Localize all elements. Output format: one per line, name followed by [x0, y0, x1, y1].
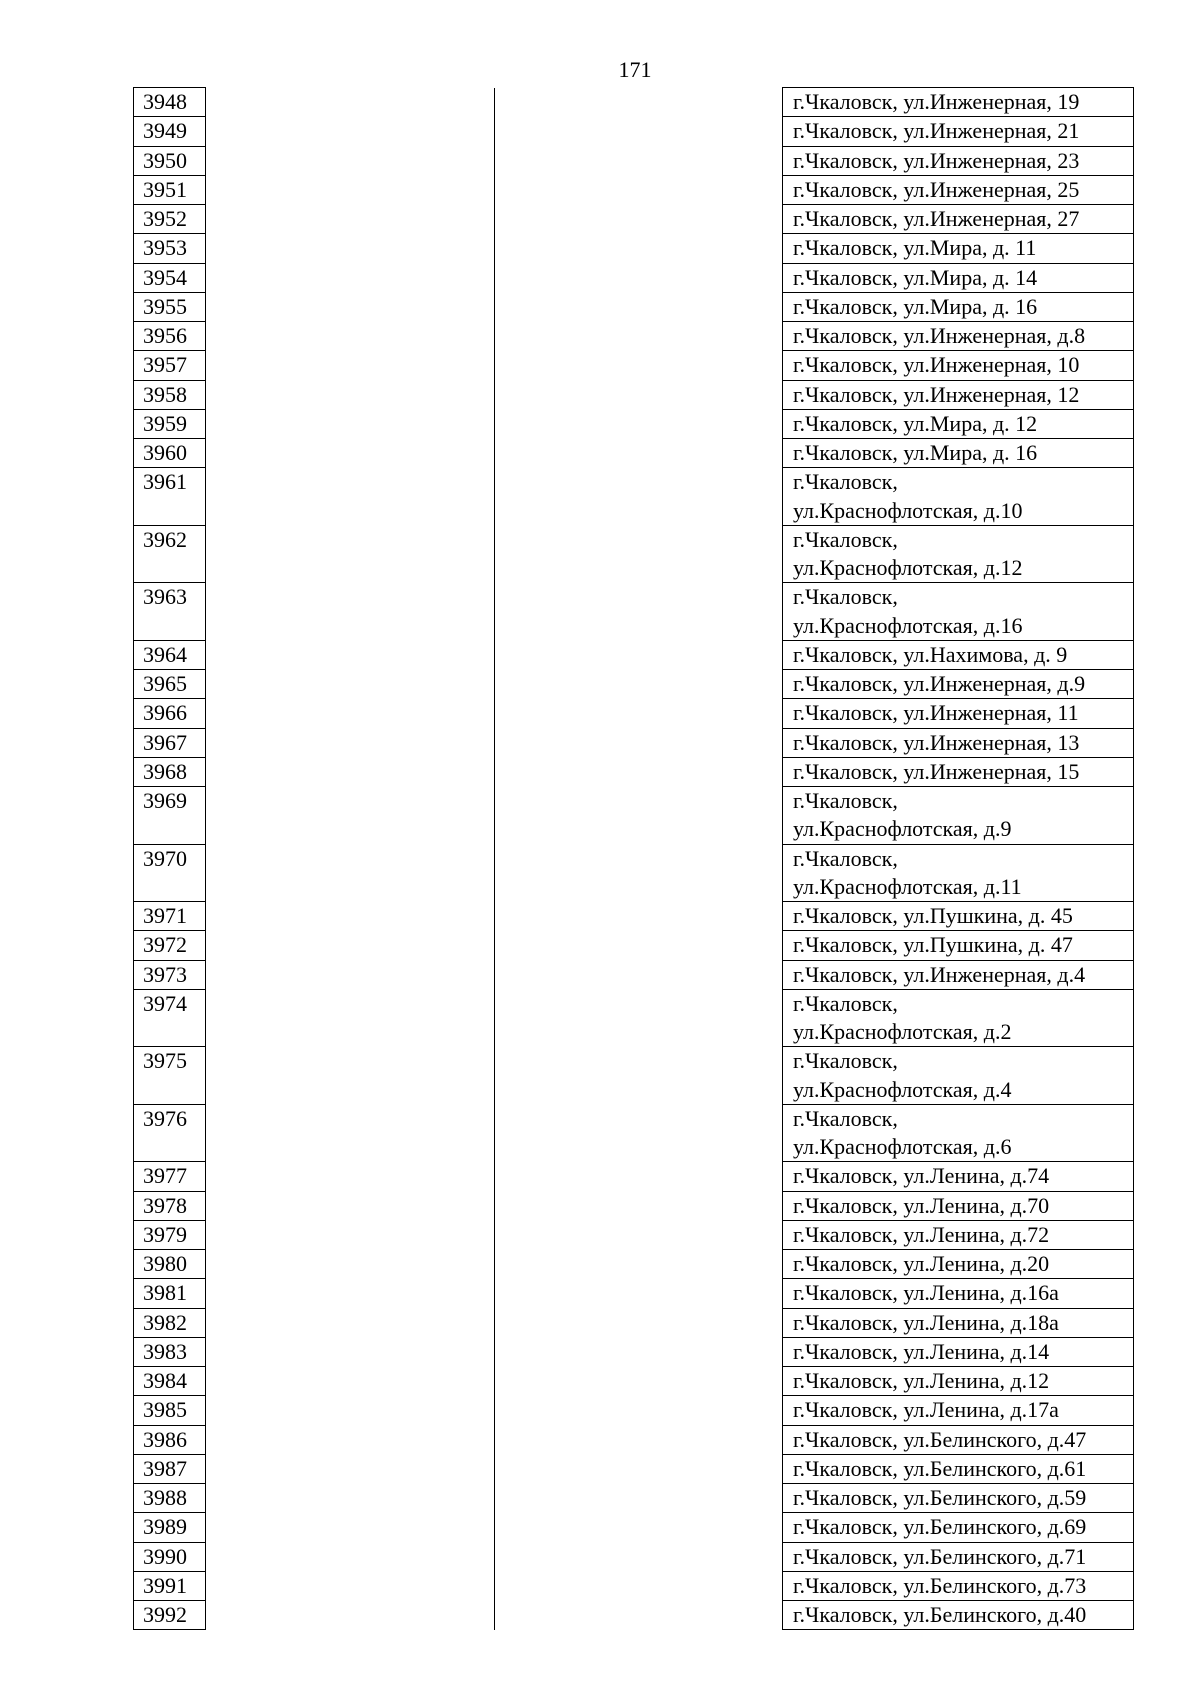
table-row: [134, 1220, 1134, 1249]
table-row: [134, 117, 1134, 146]
empty-cell: [495, 699, 783, 728]
table-row: [134, 1047, 1134, 1105]
empty-cell: [206, 728, 495, 757]
empty-cell: [206, 583, 495, 641]
empty-cell: [495, 1601, 783, 1630]
address-text: г.Чкаловск, ул.Нахимова, д. 9: [793, 641, 1068, 667]
empty-cell: [495, 1513, 783, 1542]
empty-cell: [495, 757, 783, 786]
row-number: 3983: [134, 1337, 206, 1366]
address-text: г.Чкаловск, ул.Инженерная, 27: [793, 206, 1080, 231]
empty-cell: [206, 1367, 495, 1396]
row-number: 3951: [134, 175, 206, 204]
empty-cell: [495, 1396, 783, 1425]
empty-cell: [206, 1601, 495, 1630]
empty-cell: [495, 902, 783, 931]
row-number: 3981: [134, 1279, 206, 1308]
address-text: г.Чкаловск, ул.Ленина, д.70: [793, 1192, 1050, 1218]
address-text: г.Чкаловск, ул.Краснофлотская, д.11: [793, 845, 1022, 899]
address-text: г.Чкаловск, ул.Ленина, д.20: [793, 1251, 1050, 1276]
address-cell: [783, 322, 1134, 351]
address-text: г.Чкаловск, ул.Краснофлотская, д.4: [793, 1048, 1012, 1102]
table-row: [134, 322, 1134, 351]
table-row: [134, 1367, 1134, 1396]
empty-cell: [206, 1542, 495, 1571]
empty-cell: [495, 989, 783, 1047]
row-number: 3976: [134, 1104, 206, 1162]
row-number: 3980: [134, 1250, 206, 1279]
empty-cell: [206, 1220, 495, 1249]
address-text: г.Чкаловск, ул.Пушкина, д. 47: [793, 932, 1073, 958]
row-number: 3953: [134, 234, 206, 263]
empty-cell: [495, 234, 783, 263]
table-row: [134, 351, 1134, 380]
row-number: 3970: [134, 844, 206, 902]
table-row: [134, 234, 1134, 263]
table-row: [134, 1162, 1134, 1191]
address-cell: [783, 146, 1134, 175]
address-cell: [783, 931, 1134, 960]
row-number: 3978: [134, 1191, 206, 1220]
empty-cell: [206, 1279, 495, 1308]
row-number: 3965: [134, 670, 206, 699]
table-row: [134, 1571, 1134, 1600]
address-text: г.Чкаловск, ул.Ленина, д.12: [793, 1368, 1050, 1393]
address-cell: [783, 525, 1134, 583]
table-body: [134, 88, 1134, 1630]
empty-cell: [495, 1162, 783, 1191]
row-number: 3954: [134, 263, 206, 292]
table-row: [134, 757, 1134, 786]
table-row: [134, 728, 1134, 757]
address-cell: [783, 1337, 1134, 1366]
table-row: [134, 439, 1134, 468]
empty-cell: [495, 1454, 783, 1483]
row-number: 3960: [134, 439, 206, 468]
page-number: 171: [618, 57, 652, 82]
empty-cell: [495, 1367, 783, 1396]
empty-cell: [206, 787, 495, 845]
row-number: 3952: [134, 205, 206, 234]
address-text: г.Чкаловск, ул.Мира, д. 16: [793, 293, 1038, 319]
row-number: 3987: [134, 1454, 206, 1483]
table-row: [134, 380, 1134, 409]
address-text: г.Чкаловск, ул.Инженерная, 25: [793, 176, 1080, 202]
address-text: г.Чкаловск, ул.Ленина, д.18а: [793, 1309, 1059, 1335]
empty-cell: [206, 844, 495, 902]
address-cell: [783, 88, 1134, 117]
row-number: 3991: [134, 1571, 206, 1600]
empty-cell: [206, 757, 495, 786]
empty-cell: [495, 117, 783, 146]
address-cell: [783, 1162, 1134, 1191]
table-row: [134, 1191, 1134, 1220]
address-cell: [783, 175, 1134, 204]
address-cell: [783, 1367, 1134, 1396]
table-row: [134, 1454, 1134, 1483]
empty-cell: [495, 1571, 783, 1600]
row-number: 3992: [134, 1601, 206, 1630]
address-cell: [783, 117, 1134, 146]
table-row: [134, 205, 1134, 234]
table-row: [134, 1337, 1134, 1366]
row-number: 3967: [134, 728, 206, 757]
empty-cell: [495, 844, 783, 902]
address-text: г.Чкаловск, ул.Инженерная, 21: [793, 118, 1080, 144]
address-cell: [783, 844, 1134, 902]
address-text: г.Чкаловск, ул.Мира, д. 14: [793, 264, 1038, 290]
empty-cell: [206, 234, 495, 263]
empty-cell: [206, 409, 495, 438]
address-text: г.Чкаловск, ул.Белинского, д.40: [793, 1602, 1087, 1627]
table-row: [134, 146, 1134, 175]
table-row: [134, 175, 1134, 204]
row-number: 3982: [134, 1308, 206, 1337]
empty-cell: [495, 146, 783, 175]
empty-cell: [206, 292, 495, 321]
empty-cell: [206, 931, 495, 960]
address-text: г.Чкаловск, ул.Белинского, д.71: [793, 1543, 1087, 1569]
address-text: г.Чкаловск, ул.Краснофлотская, д.6: [793, 1105, 1012, 1159]
table-row: [134, 699, 1134, 728]
empty-cell: [495, 960, 783, 989]
address-cell: [783, 728, 1134, 757]
row-number: 3972: [134, 931, 206, 960]
empty-cell: [495, 205, 783, 234]
address-text: г.Чкаловск, ул.Краснофлотская, д.2: [793, 990, 1012, 1044]
empty-cell: [495, 1104, 783, 1162]
address-text: г.Чкаловск, ул.Инженерная, д.4: [793, 961, 1086, 987]
table-row: [134, 263, 1134, 292]
row-number: 3984: [134, 1367, 206, 1396]
empty-cell: [495, 351, 783, 380]
address-text: г.Чкаловск, ул.Краснофлотская, д.16: [793, 584, 1023, 638]
empty-cell: [206, 1571, 495, 1600]
address-cell: [783, 1104, 1134, 1162]
table-row: [134, 670, 1134, 699]
empty-cell: [206, 1104, 495, 1162]
empty-cell: [206, 468, 495, 526]
row-number: 3956: [134, 322, 206, 351]
empty-cell: [206, 640, 495, 669]
address-cell: [783, 292, 1134, 321]
address-text: г.Чкаловск, ул.Белинского, д.59: [793, 1485, 1087, 1510]
address-cell: [783, 902, 1134, 931]
row-number: 3988: [134, 1484, 206, 1513]
empty-cell: [206, 322, 495, 351]
table-row: [134, 960, 1134, 989]
table-row: [134, 1250, 1134, 1279]
empty-cell: [206, 989, 495, 1047]
row-number: 3969: [134, 787, 206, 845]
empty-cell: [495, 380, 783, 409]
address-text: г.Чкаловск, ул.Инженерная, 13: [793, 729, 1080, 755]
empty-cell: [495, 1337, 783, 1366]
row-number: 3964: [134, 640, 206, 669]
row-number: 3958: [134, 380, 206, 409]
row-number: 3971: [134, 902, 206, 931]
address-cell: [783, 1513, 1134, 1542]
address-text: г.Чкаловск, ул.Инженерная, 19: [793, 89, 1080, 114]
address-text: г.Чкаловск, ул.Мира, д. 11: [793, 235, 1037, 261]
address-cell: [783, 234, 1134, 263]
empty-cell: [495, 1308, 783, 1337]
empty-cell: [495, 292, 783, 321]
address-cell: [783, 1484, 1134, 1513]
address-text: г.Чкаловск, ул.Краснофлотская, д.12: [793, 526, 1023, 580]
table-row: [134, 1513, 1134, 1542]
address-text: г.Чкаловск, ул.Белинского, д.61: [793, 1455, 1087, 1481]
empty-cell: [495, 728, 783, 757]
table-row: [134, 1542, 1134, 1571]
table-row: [134, 1308, 1134, 1337]
table-row: [134, 989, 1134, 1047]
address-cell: [783, 583, 1134, 641]
address-text: г.Чкаловск, ул.Ленина, д.72: [793, 1221, 1050, 1247]
address-text: г.Чкаловск, ул.Краснофлотская, д.9: [793, 788, 1012, 842]
table-row: [134, 1601, 1134, 1630]
empty-cell: [495, 640, 783, 669]
table-row: [134, 902, 1134, 931]
address-cell: [783, 960, 1134, 989]
empty-cell: [206, 699, 495, 728]
empty-cell: [206, 146, 495, 175]
address-cell: [783, 1454, 1134, 1483]
table-row: [134, 468, 1134, 526]
row-number: 3966: [134, 699, 206, 728]
address-cell: [783, 1542, 1134, 1571]
address-text: г.Чкаловск, ул.Белинского, д.69: [793, 1514, 1087, 1540]
empty-cell: [206, 380, 495, 409]
empty-cell: [495, 1191, 783, 1220]
empty-cell: [206, 1308, 495, 1337]
empty-cell: [495, 409, 783, 438]
address-text: г.Чкаловск, ул.Инженерная, 11: [793, 700, 1079, 726]
address-text: г.Чкаловск, ул.Ленина, д.17а: [793, 1397, 1059, 1423]
table-row: [134, 931, 1134, 960]
address-cell: [783, 1571, 1134, 1600]
table-row: [134, 409, 1134, 438]
empty-cell: [206, 1047, 495, 1105]
address-text: г.Чкаловск, ул.Инженерная, 12: [793, 381, 1080, 407]
row-number: 3974: [134, 989, 206, 1047]
table-row: [134, 292, 1134, 321]
empty-cell: [495, 322, 783, 351]
empty-cell: [206, 960, 495, 989]
row-number: 3989: [134, 1513, 206, 1542]
row-number: 3948: [134, 88, 206, 117]
address-cell: [783, 1396, 1134, 1425]
empty-cell: [495, 525, 783, 583]
address-cell: [783, 989, 1134, 1047]
address-cell: [783, 380, 1134, 409]
table-row: [134, 88, 1134, 117]
row-number: 3957: [134, 351, 206, 380]
address-cell: [783, 468, 1134, 526]
empty-cell: [495, 583, 783, 641]
row-number: 3961: [134, 468, 206, 526]
address-cell: [783, 351, 1134, 380]
empty-cell: [206, 439, 495, 468]
row-number: 3979: [134, 1220, 206, 1249]
empty-cell: [495, 175, 783, 204]
empty-cell: [206, 88, 495, 117]
empty-cell: [495, 1279, 783, 1308]
address-cell: [783, 1220, 1134, 1249]
address-text: г.Чкаловск, ул.Инженерная, д.9: [793, 671, 1086, 696]
table-row: [134, 1396, 1134, 1425]
address-cell: [783, 670, 1134, 699]
row-number: 3973: [134, 960, 206, 989]
empty-cell: [495, 88, 783, 117]
table-row: [134, 787, 1134, 845]
address-cell: [783, 1191, 1134, 1220]
table-row: [134, 1484, 1134, 1513]
address-text: г.Чкаловск, ул.Инженерная, 10: [793, 352, 1080, 378]
row-number: 3968: [134, 757, 206, 786]
address-text: г.Чкаловск, ул.Белинского, д.73: [793, 1572, 1087, 1598]
row-number: 3949: [134, 117, 206, 146]
row-number: 3962: [134, 525, 206, 583]
empty-cell: [206, 1396, 495, 1425]
address-cell: [783, 1279, 1134, 1308]
address-text: г.Чкаловск, ул.Ленина, д.14: [793, 1338, 1050, 1364]
empty-cell: [206, 175, 495, 204]
empty-cell: [206, 902, 495, 931]
empty-cell: [206, 1191, 495, 1220]
address-text: г.Чкаловск, ул.Мира, д. 12: [793, 410, 1038, 436]
empty-cell: [206, 1454, 495, 1483]
empty-cell: [495, 931, 783, 960]
table-row: [134, 583, 1134, 641]
empty-cell: [495, 1220, 783, 1249]
address-cell: [783, 409, 1134, 438]
address-cell: [783, 1047, 1134, 1105]
empty-cell: [206, 1337, 495, 1366]
empty-cell: [206, 1162, 495, 1191]
table-row: [134, 1104, 1134, 1162]
address-text: г.Чкаловск, ул.Инженерная, 23: [793, 147, 1080, 173]
table-row: [134, 1425, 1134, 1454]
empty-cell: [206, 1425, 495, 1454]
address-text: г.Чкаловск, ул.Инженерная, д.8: [793, 323, 1086, 348]
address-cell: [783, 1308, 1134, 1337]
table-row: [134, 844, 1134, 902]
row-number: 3977: [134, 1162, 206, 1191]
address-text: г.Чкаловск, ул.Краснофлотская, д.10: [793, 469, 1023, 523]
address-text: г.Чкаловск, ул.Пушкина, д. 45: [793, 903, 1073, 928]
empty-cell: [495, 468, 783, 526]
address-cell: [783, 640, 1134, 669]
address-table: [133, 87, 1134, 1630]
empty-cell: [206, 1484, 495, 1513]
address-cell: [783, 439, 1134, 468]
empty-cell: [206, 205, 495, 234]
empty-cell: [206, 525, 495, 583]
row-number: 3975: [134, 1047, 206, 1105]
empty-cell: [495, 1425, 783, 1454]
address-cell: [783, 757, 1134, 786]
address-text: г.Чкаловск, ул.Мира, д. 16: [793, 440, 1038, 465]
address-text: г.Чкаловск, ул.Ленина, д.74: [793, 1163, 1050, 1189]
address-cell: [783, 205, 1134, 234]
empty-cell: [206, 670, 495, 699]
address-text: г.Чкаловск, ул.Инженерная, 15: [793, 758, 1080, 784]
empty-cell: [206, 1250, 495, 1279]
empty-cell: [206, 263, 495, 292]
empty-cell: [206, 351, 495, 380]
row-number: 3955: [134, 292, 206, 321]
address-cell: [783, 1601, 1134, 1630]
row-number: 3986: [134, 1425, 206, 1454]
empty-cell: [206, 117, 495, 146]
address-cell: [783, 699, 1134, 728]
row-number: 3985: [134, 1396, 206, 1425]
table-row: [134, 1279, 1134, 1308]
address-cell: [783, 1250, 1134, 1279]
empty-cell: [495, 439, 783, 468]
empty-cell: [495, 670, 783, 699]
address-text: г.Чкаловск, ул.Белинского, д.47: [793, 1426, 1087, 1452]
empty-cell: [495, 787, 783, 845]
row-number: 3950: [134, 146, 206, 175]
table-row: [134, 640, 1134, 669]
row-number: 3990: [134, 1542, 206, 1571]
address-cell: [783, 1425, 1134, 1454]
address-text: г.Чкаловск, ул.Ленина, д.16а: [793, 1280, 1059, 1306]
empty-cell: [495, 263, 783, 292]
table-row: [134, 525, 1134, 583]
address-cell: [783, 263, 1134, 292]
address-cell: [783, 787, 1134, 845]
empty-cell: [495, 1250, 783, 1279]
row-number: 3959: [134, 409, 206, 438]
empty-cell: [495, 1047, 783, 1105]
row-number: 3963: [134, 583, 206, 641]
empty-cell: [495, 1484, 783, 1513]
empty-cell: [206, 1513, 495, 1542]
empty-cell: [495, 1542, 783, 1571]
